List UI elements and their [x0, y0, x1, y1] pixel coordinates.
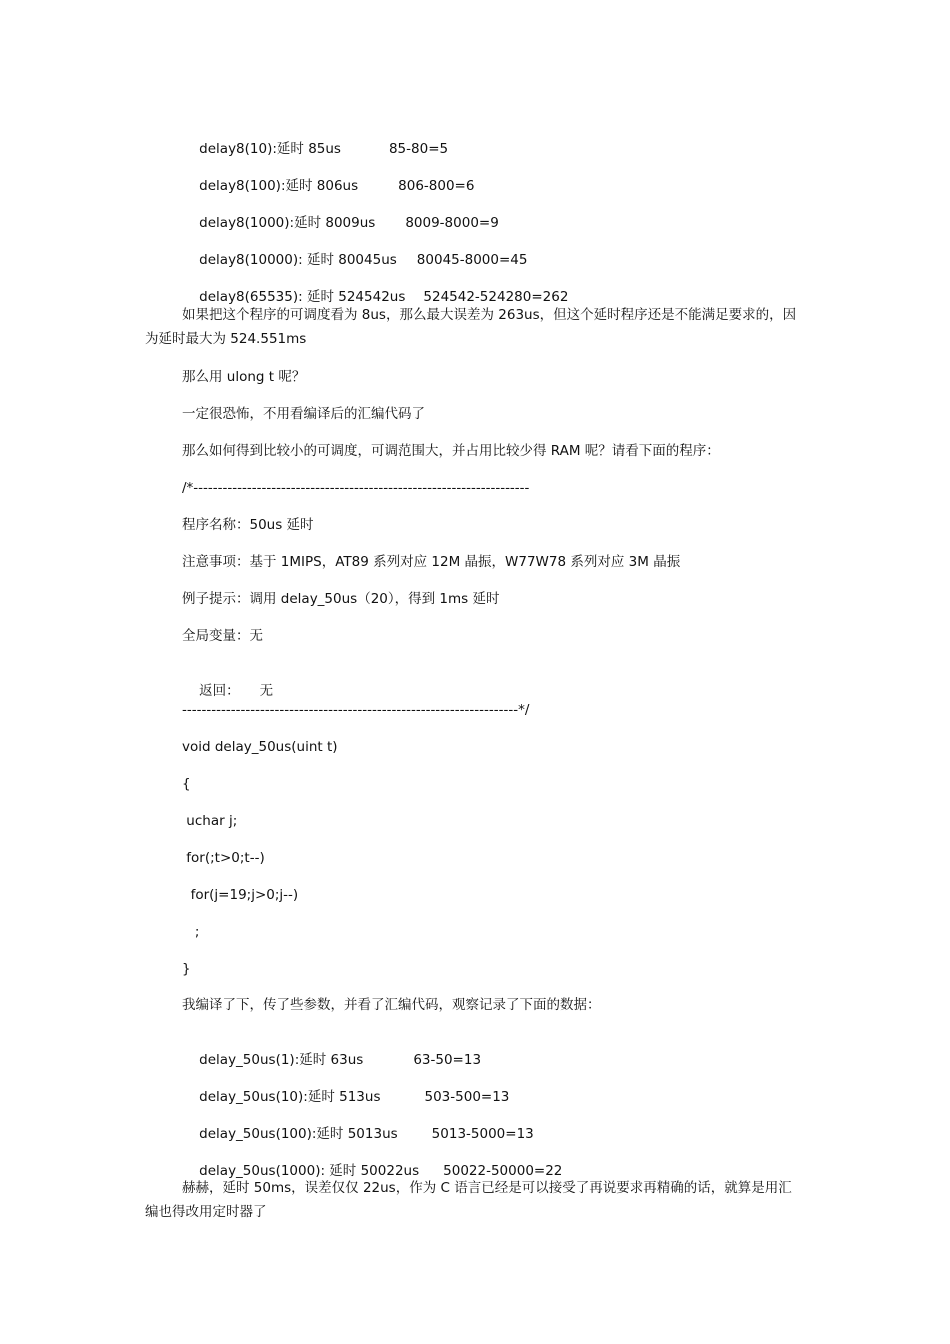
measure-diff: 806-800=6: [398, 178, 475, 194]
result-call: delay_50us(10):延时 513us: [199, 1089, 381, 1105]
code-line: ;: [182, 924, 200, 940]
result-diff: 50022-50000=22: [443, 1163, 563, 1179]
paragraph: 如果把这个程序的可调度看为 8us，那么最大误差为 263us，但这个延时程序还是不能满足要求的，因为延时最大为 524.551ms: [145, 307, 797, 347]
notes-line: 注意事项：基于 1MIPS，AT89 系列对应 12M 晶振，W77W78 系列对应 3M 晶振: [182, 554, 681, 570]
text-line: 我编译了下，传了些参数，并看了汇编代码，观察记录了下面的数据：: [182, 997, 601, 1013]
code-line: for(j=19;j>0;j--): [182, 887, 299, 903]
result-call: delay_50us(1000): 延时 50022us: [199, 1163, 420, 1179]
measure-diff: 8009-8000=9: [405, 215, 499, 231]
measure-call: delay8(10000): 延时 80045us: [199, 252, 397, 268]
returns-label: 返回：: [199, 683, 240, 699]
text-line: 一定很恐怖，不用看编译后的汇编代码了: [182, 406, 425, 422]
returns-value: 无: [259, 683, 274, 699]
result-diff: 503-500=13: [424, 1089, 510, 1105]
measure-call: delay8(65535): 延时 524542us: [199, 289, 406, 305]
code-line: }: [182, 961, 191, 977]
measure-diff: 80045-8000=45: [416, 252, 528, 268]
measure-call: delay8(10):延时 85us: [199, 141, 341, 157]
measure-diff: 85-80=5: [388, 141, 449, 157]
code-line: void delay_50us(uint t): [182, 739, 338, 755]
text-line: 那么如何得到比较小的可调度，可调范围大，并占用比较少得 RAM 呢？请看下面的程序：: [182, 443, 720, 459]
measure-call: delay8(1000):延时 8009us: [199, 215, 376, 231]
globals-line: 全局变量：无: [182, 628, 263, 644]
paragraph: 赫赫，延时 50ms，误差仅仅 22us，作为 C 语言已经是可以接受了再说要求再精确的话，就算是用汇编也得改用定时器了: [145, 1180, 792, 1220]
example-line: 例子提示：调用 delay_50us（20），得到 1ms 延时: [182, 591, 500, 607]
comment-open: /*---------------------------------------------------------------------: [182, 480, 530, 496]
code-line: for(;t>0;t--): [182, 850, 265, 866]
code-line: {: [182, 776, 191, 792]
comment-close: ---------------------------------------------------------------------*/: [182, 702, 530, 718]
measure-diff: 524542-524280=262: [423, 289, 569, 305]
result-call: delay_50us(100):延时 5013us: [199, 1126, 398, 1142]
program-name: 程序名称：50us 延时: [182, 517, 314, 533]
code-line: uchar j;: [182, 813, 238, 829]
text-line: 那么用 ulong t 呢？: [182, 369, 306, 385]
result-diff: 5013-5000=13: [431, 1126, 534, 1142]
measure-call: delay8(100):延时 806us: [199, 178, 359, 194]
result-diff: 63-50=13: [413, 1052, 482, 1068]
result-call: delay_50us(1):延时 63us: [199, 1052, 364, 1068]
